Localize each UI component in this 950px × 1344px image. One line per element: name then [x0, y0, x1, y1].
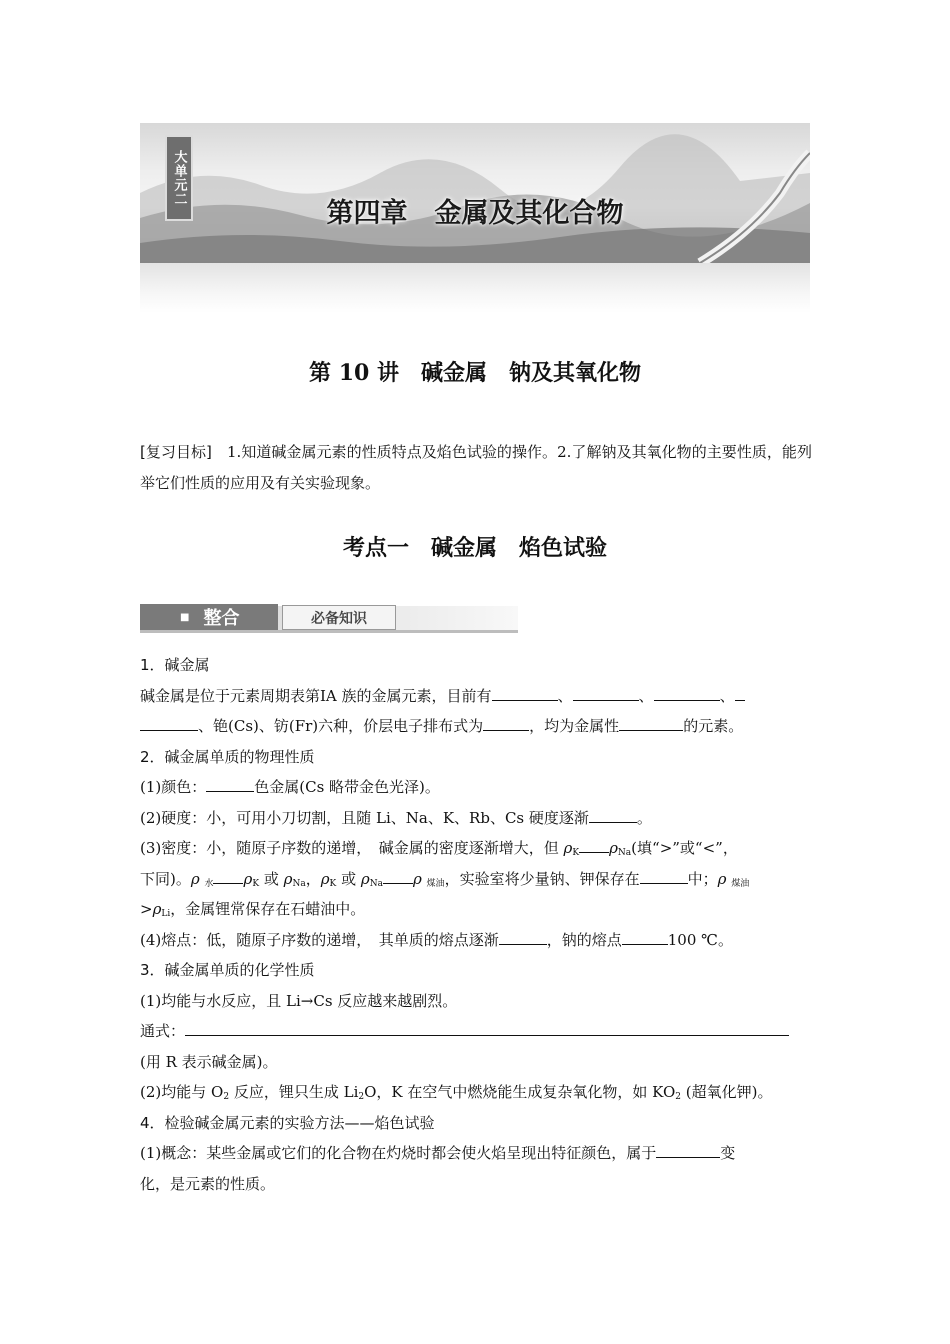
content-body — [140, 650, 812, 1199]
blank — [483, 714, 529, 731]
s4-line-2: 化，是元素的性质。 — [140, 1174, 276, 1193]
blank — [185, 1019, 789, 1036]
blank — [656, 1141, 720, 1158]
unit-tag-label: 大单元二 — [171, 150, 187, 206]
review-goal — [140, 437, 812, 499]
unit-tag — [165, 135, 193, 221]
section-1-title: 1．碱金属 — [140, 656, 210, 674]
s2-density-1: (3)密度：小，随原子序数的递增， 碱金属的密度逐渐增大，但 $\rho_K$ $\rho_{Na}$(填“>”或“<”， — [140, 833, 812, 864]
s3-line-3: (用 R 表示碱金属)。 — [140, 1052, 278, 1071]
s3-line-4: (2)均能与 $O_2$ 反应，锂只生成 $Li_2O$，K 在空气中燃烧能生成复杂氧化物，如 $KO_2$ (超氧化钾)。 — [140, 1083, 773, 1102]
blank — [383, 867, 413, 884]
s1-line-1: 碱金属是位于元素周期表第ⅠA 族的金属元素，目前有 、 、 、 — [140, 681, 812, 712]
blank — [499, 928, 547, 945]
banner-landscape-image — [140, 123, 810, 263]
blank — [589, 806, 637, 823]
section-3-title: 3．碱金属单质的化学性质 — [140, 961, 315, 979]
lecture-title: 第 10 讲 碱金属 钠及其氧化物 — [309, 360, 641, 386]
blank — [654, 684, 720, 701]
square-bullet-icon: ■ — [180, 611, 190, 623]
chapter-banner — [140, 123, 810, 313]
blank — [735, 684, 745, 701]
section-bar-label: 整合 — [203, 608, 240, 629]
section-bar-sublabel: 必备知识 — [282, 605, 396, 630]
s2-hardness: (2)硬度：小，可用小刀切割，且随 Li、Na、K、Rb、Cs 硬度逐渐 。 — [140, 803, 812, 834]
s3-line-2: 通式： — [140, 1016, 812, 1047]
s1-line-2: 、铯(Cs)、钫(Fr)六种，价层电子排布式为 ，均为金属性 的元素。 — [140, 711, 812, 742]
section-4-title: 4．检验碱金属元素的实验方法——焰色试验 — [140, 1113, 435, 1132]
section-2-title: 2．碱金属单质的物理性质 — [140, 747, 315, 766]
section-bar-main — [140, 604, 278, 630]
banner-lower-strip — [140, 263, 810, 313]
s4-line-1: (1)概念：某些金属或它们的化合物在灼烧时都会使火焰呈现出特征颜色，属于 变 — [140, 1138, 812, 1169]
blank — [622, 928, 668, 945]
blank — [140, 714, 198, 731]
s3-line-1: (1)均能与水反应，且 Li→Cs 反应越来越剧烈。 — [140, 991, 458, 1010]
blank — [206, 775, 254, 792]
review-goal-text: 1.知道碱金属元素的性质特点及焰色试验的操作。2.了解钠及其氧化物的主要性质，能列举它们性质的应用及有关实验现象。 — [140, 443, 812, 492]
s2-color: (1)颜色： 色金属(Cs 略带金色光泽)。 — [140, 772, 812, 803]
section-bar — [140, 604, 518, 634]
blank — [579, 836, 609, 853]
blank — [492, 684, 558, 701]
review-goal-tag: [复习目标] — [140, 443, 212, 461]
s2-melting: (4)熔点：低，随原子序数的递增， 其单质的熔点逐渐 ，钠的熔点 100 ℃。 — [140, 925, 812, 956]
blank — [619, 714, 683, 731]
blank — [573, 684, 639, 701]
blank — [640, 867, 688, 884]
s2-density-2: 下同)。ρ $_水$ $\rho_K$ 或 $\rho_{Na}$，$\rho_K$ 或 $\rho_{Na}$ ρ $_{煤油}$，实验室将少量钠、钾保存在 中；ρ $_{煤油}$ — [140, 864, 812, 895]
blank — [213, 867, 243, 884]
chapter-title: 第四章 金属及其化合物 — [326, 198, 624, 229]
point-title: 考点一 碱金属 焰色试验 — [342, 535, 607, 561]
s2-density-3: $>\rho_{Li}$，金属锂常保存在石蜡油中。 — [140, 900, 366, 919]
